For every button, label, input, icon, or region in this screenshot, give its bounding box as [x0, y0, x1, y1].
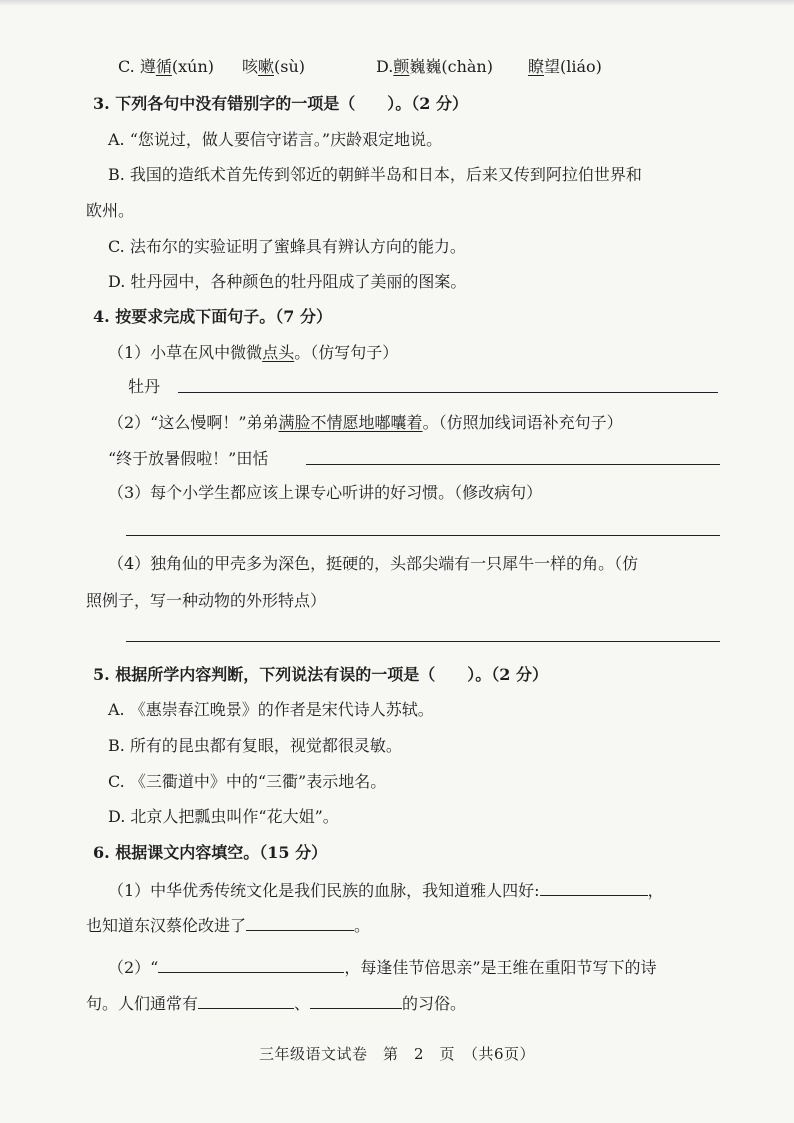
page-footer: 三年级语文试卷 第 2 页 （共6页） [258, 1045, 536, 1063]
option-c-label: C. 遵 [118, 57, 156, 76]
prev-option-d [376, 56, 493, 78]
q6-part-2: （2）“ ，每逢佳节倍思亲”是王维在重阳节写下的诗 [108, 958, 657, 977]
q4-sentence-3: （3）每个小学生都应该上课专心听讲的好习惯。（修改病句） [108, 483, 543, 502]
scan-edge [0, 0, 794, 6]
q4-s1-underlined: 点头 [262, 343, 295, 362]
q3-option-b: B. 我国的造纸术首先传到邻近的朝鲜半岛和日本，后来又传到阿拉伯世界和 [108, 165, 642, 184]
q5-option-b: B. 所有的昆虫都有复眼，视觉都很灵敏。 [108, 736, 402, 755]
q6-blank-4[interactable] [198, 992, 294, 1009]
q6-part-1: （1）中华优秀传统文化是我们民族的血脉，我知道雅人四好: ， [108, 881, 664, 900]
q3-option-c: C. 法布尔的实验证明了蜜蜂具有辨认方向的能力。 [108, 237, 466, 256]
q4-sentence-2: （2）“这么慢啊！”弟弟满脸不情愿地嘟囔着。（仿照加线词语补充句子） [108, 413, 623, 432]
q3-option-a: A. “您说过，做人要信守诺言。”庆龄艰定地说。 [108, 130, 443, 149]
option-c-pinyin: (xún) [171, 57, 214, 76]
option-d2-word-rest: 望 [544, 57, 561, 76]
q4-stem: 4. 按要求完成下面句子。（7 分） [93, 307, 332, 326]
q5-option-c: C. 《三衢道中》中的“三衢”表示地名。 [108, 772, 387, 791]
option-d2-char: 瞭 [528, 57, 545, 76]
q6-part-1-cont: 也知道东汉蔡伦改进了 。 [86, 916, 371, 935]
q4-s1-answer-line[interactable] [178, 392, 718, 393]
option-d-pinyin: (chàn) [441, 57, 493, 76]
option-d-word-rest: 巍巍 [409, 57, 442, 76]
q5-option-a: A. 《惠崇春江晚景》的作者是宋代诗人苏轼。 [108, 700, 434, 719]
q4-s2-underlined: 满脸不情愿地嘟囔着 [278, 413, 423, 432]
q6-stem: 6. 根据课文内容填空。（15 分） [93, 843, 328, 862]
prev-option-c2 [242, 56, 305, 78]
q5-option-d: D. 北京人把瓢虫叫作“花大姐”。 [108, 807, 339, 826]
q4-s2-answer-line[interactable] [306, 464, 720, 465]
q5-stem: 5. 根据所学内容判断，下列说法有误的一项是（ ）。（2 分） [93, 665, 548, 684]
q3-option-d: D. 牡丹园中，各种颜色的牡丹阻成了美丽的图案。 [108, 272, 467, 291]
prev-option-c [118, 56, 214, 78]
q6-blank-3[interactable] [158, 956, 344, 973]
q4-s1-lead: 牡丹 [128, 377, 161, 396]
option-c2-pinyin: (sù) [274, 57, 306, 76]
q4-sentence-4-cont: 照例子，写一种动物的外形特点） [86, 591, 327, 610]
q3-stem: 3. 下列各句中没有错别字的一项是（ ）。（2 分） [93, 94, 468, 113]
option-c-char: 循 [155, 57, 172, 76]
q4-s4-answer-line[interactable] [126, 641, 720, 642]
q6-blank-2[interactable] [246, 914, 354, 931]
q4-s3-answer-line[interactable] [126, 535, 720, 536]
q6-blank-1[interactable] [540, 879, 648, 896]
q4-s2-lead: “终于放暑假啦！”田恬 [108, 449, 269, 468]
option-c2-char: 嗽 [258, 57, 275, 76]
prev-option-d2 [528, 56, 602, 78]
q4-sentence-1: （1）小草在风中微微点头。（仿写句子） [108, 343, 399, 362]
option-d2-pinyin: (liáo) [560, 57, 602, 76]
option-d-label: D. [376, 57, 394, 76]
q3-option-b-cont: 欧州。 [86, 201, 135, 220]
q6-part-2-cont: 句。人们通常有 、 的习俗。 [86, 994, 467, 1013]
q6-blank-5[interactable] [310, 992, 402, 1009]
option-c2-word: 咳 [242, 57, 259, 76]
q4-sentence-4: （4）独角仙的甲壳多为深色，挺硬的，头部尖端有一只犀牛一样的角。（仿 [108, 554, 639, 573]
option-d-char: 颤 [393, 57, 410, 76]
